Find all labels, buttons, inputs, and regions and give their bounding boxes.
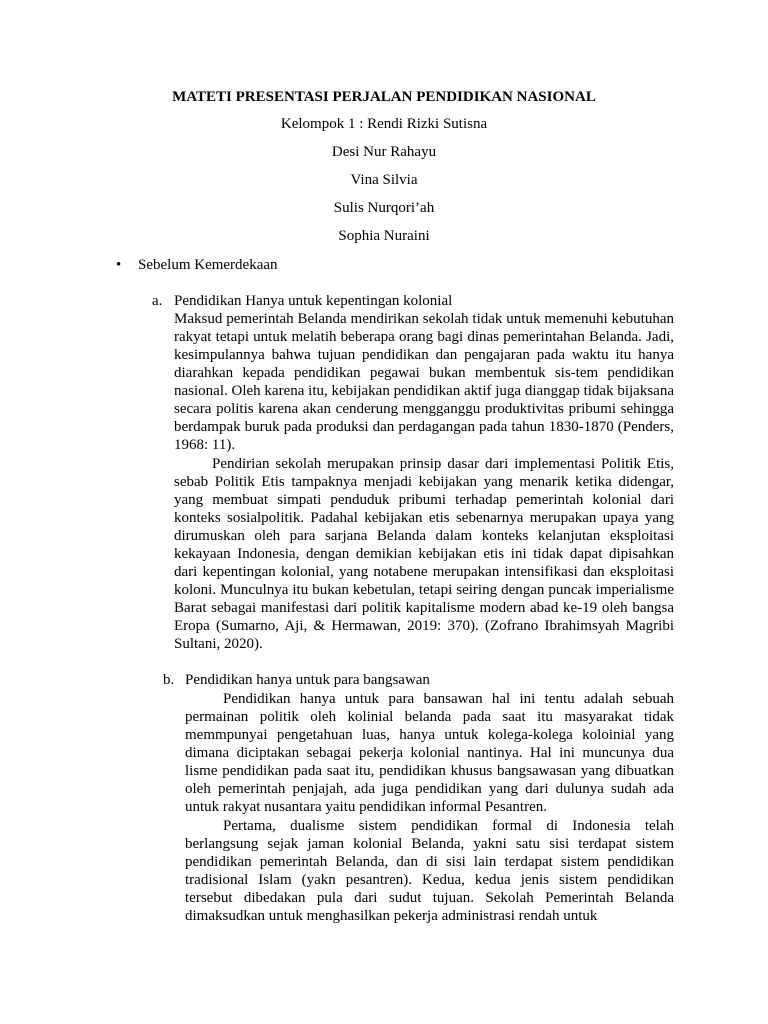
section-a-paragraph-1: Maksud pemerintah Belanda mendirikan sekolah tidak untuk memenuhi kebutuhan rakyat tetapi untuk melatih beberapa orang bagi dinas pemerintahan Belanda. Jadi, kesimpulannya bahwa tujuan pendidikan dan pengajaran pada waktu itu hanya diarahkan kepada pendidikan pegawai bukan membentuk sis-tem pendidikan nasional. Oleh karena itu, kebijakan pendidikan aktif juga dianggap tidak bijaksana secara politis karena akan cenderung mengganggu produktivitas pribumi sehingga berdampak buruk pada produksi dan perdagangan pada tahun 1830-1870 (Penders, 1968: 11). [174, 311, 674, 453]
author-line-3: Vina Silvia [350, 172, 418, 188]
bullet-label: Sebelum Kemerdekaan [138, 257, 278, 273]
section-b-marker: b. [163, 672, 175, 688]
document-title: MATETI PRESENTASI PERJALAN PENDIDIKAN NASIONAL [172, 89, 596, 105]
author-line-4: Sulis Nurqori’ah [333, 200, 435, 216]
section-a-paragraph-2: Pendirian sekolah merupakan prinsip dasar dari implementasi Politik Etis, sebab Politik Etis tampaknya menjadi kebijakan yang menarik ketika didengar, yang membuat simpati penduduk pribumi terhadap pemerintah kolonial dari konteks sosialpolitik. Padahal kebijakan etis sebenarnya merupakan upaya yang dirumuskan oleh para sarjana Belanda dalam konteks kelanjutan eksploitasi kekayaan Indonesia, dengan demikian kebijakan etis ini tidak dapat dipisahkan dari kepentingan kolonial, yang notabene merupakan intensifikasi dan eksploitasi koloni. Munculnya itu bukan kebetulan, tetapi seiring dengan puncak imperialisme Barat sebagai manifestasi dari politik kapitalisme modern abad ke-19 oleh bangsa Eropa (Sumarno, Aji, & Hermawan, 2019: 370). (Zofrano Ibrahimsyah Magribi Sultani, 2020). [174, 456, 674, 652]
section-a-marker: a. [152, 293, 163, 309]
bullet-symbol: • [116, 257, 122, 273]
bullet-list-item [116, 256, 278, 274]
section-b-paragraph-2: Pertama, dualisme sistem pendidikan formal di Indonesia telah berlangsung sejak jaman kolonial Belanda, yakni satu sisi terdapat sistem pendidikan pemerintah Belanda, dan di sisi lain terdapat sistem pendidikan tradisional Islam (yakn pesantren). Kedua, kedua jenis sistem pendidikan tersebut dibedakan pula dari sudut tujuan. Sekolah Pemerintah Belanda dimaksudkan untuk menghasilkan pekerja administrasi rendah untuk [185, 818, 674, 924]
author-line-5: Sophia Nuraini [338, 228, 430, 244]
section-b-paragraph-1: Pendidikan hanya untuk para bansawan hal ini tentu adalah sebuah permainan politik oleh kolinial belanda pada saat itu masyarakat tidak memmpunyai pengetahuan luas, hanya untuk kolega-kolega koloinial yang dimana diciptakan sebagai pekerja kolonial nantinya. Hal ini muncunya dua lisme pendidikan pada saat itu, pendidikan khusus bangsawasan yang dibuatkan oleh pemerintah penjajah, ada juga pendidikan yang dari dulunya sudah ada untuk rakyat nusantara yaitu pendidikan informal Pesantren. [185, 691, 674, 815]
section-a-heading-text: Pendidikan Hanya untuk kepentingan kolonial [174, 293, 453, 309]
author-line-1: Kelompok 1 : Rendi Rizki Sutisna [280, 116, 488, 132]
section-b-heading-text: Pendidikan hanya untuk para bangsawan [185, 672, 430, 688]
section-a-heading [152, 292, 452, 310]
section-b-heading [163, 671, 430, 689]
author-line-2: Desi Nur Rahayu [331, 144, 437, 160]
